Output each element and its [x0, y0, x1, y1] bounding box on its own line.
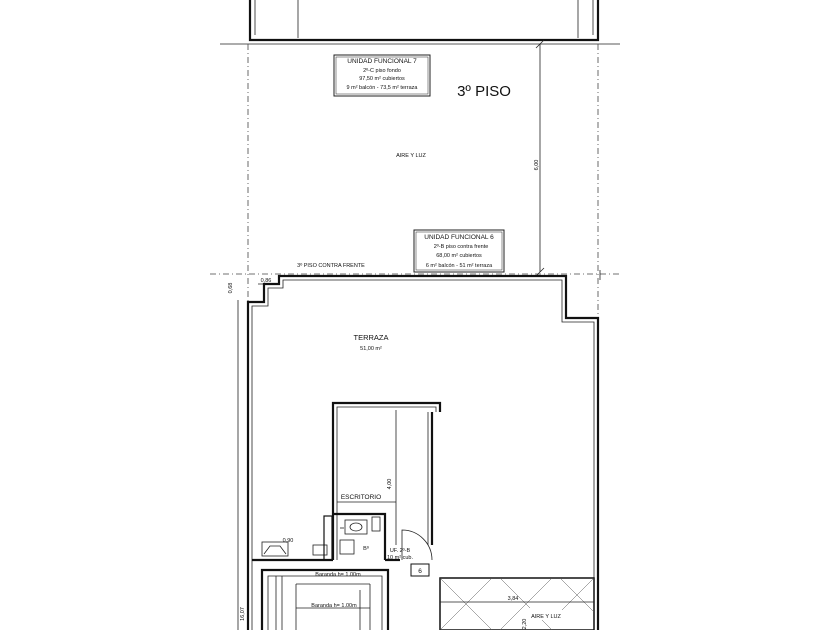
uf6-line2: 68,00 m² cubiertos	[436, 253, 482, 259]
uf-box-line2: 10 m² cub.	[387, 555, 413, 561]
stair-mark: 6	[418, 568, 422, 575]
uf7-line3: 9 m² balcón - 73,5 m² terraza	[346, 85, 418, 91]
dim-3-84: 3,84	[507, 596, 519, 602]
baranda-label-2: Baranda h= 1.00m	[311, 603, 357, 609]
baranda-label-1: Baranda h= 1.00m	[315, 572, 361, 578]
uf7-label-box	[334, 55, 430, 96]
dim-0-86: 0,86	[260, 278, 272, 284]
terraza-area: 51,00 m²	[360, 346, 382, 352]
dim-4-00: 4,00	[387, 478, 393, 490]
dim-0-90: 0,90	[282, 538, 294, 544]
uf7-line2: 97,50 m² cubiertos	[359, 76, 405, 82]
dim-0-68: 0,68	[228, 282, 234, 294]
terraza-label: TERRAZA	[353, 333, 389, 342]
uf7-title: UNIDAD FUNCIONAL 7	[347, 58, 417, 65]
bano-label: Bº	[363, 546, 369, 552]
upper-structure	[220, 0, 620, 44]
dimension-6-00	[534, 40, 544, 276]
uf6-label-box	[414, 230, 504, 272]
bathroom	[333, 514, 385, 560]
aire-luz-top-label: AIRE Y LUZ	[396, 153, 426, 159]
terrace-walls	[248, 276, 598, 630]
uf6-title: UNIDAD FUNCIONAL 6	[424, 234, 494, 241]
dim-16-07: 16,07	[240, 607, 246, 621]
dim-2-20: 2,20	[522, 618, 528, 630]
uf6-line3: 6 m² balcón - 51 m² terraza	[425, 263, 493, 269]
uf7-line1: 2º-C piso fondo	[363, 68, 401, 74]
stairwell	[240, 570, 388, 630]
kitchen-area	[252, 516, 333, 560]
dim-6-00: 6,00	[534, 159, 540, 171]
uf6-line1: 2º-B piso contra frente	[433, 244, 489, 250]
stair-marker	[411, 564, 429, 576]
contra-frente-label: 3º PISO CONTRA FRENTE	[297, 263, 365, 269]
aire-luz-bottom-label: AIRE Y LUZ	[531, 614, 561, 620]
uf-box-line1: UF. 2º-B	[389, 548, 411, 554]
floor-title: 3º PISO	[457, 83, 511, 100]
escritorio-label: ESCRITORIO	[340, 494, 382, 501]
escritorio-room	[333, 403, 440, 560]
aire-luz-patio	[440, 578, 594, 630]
